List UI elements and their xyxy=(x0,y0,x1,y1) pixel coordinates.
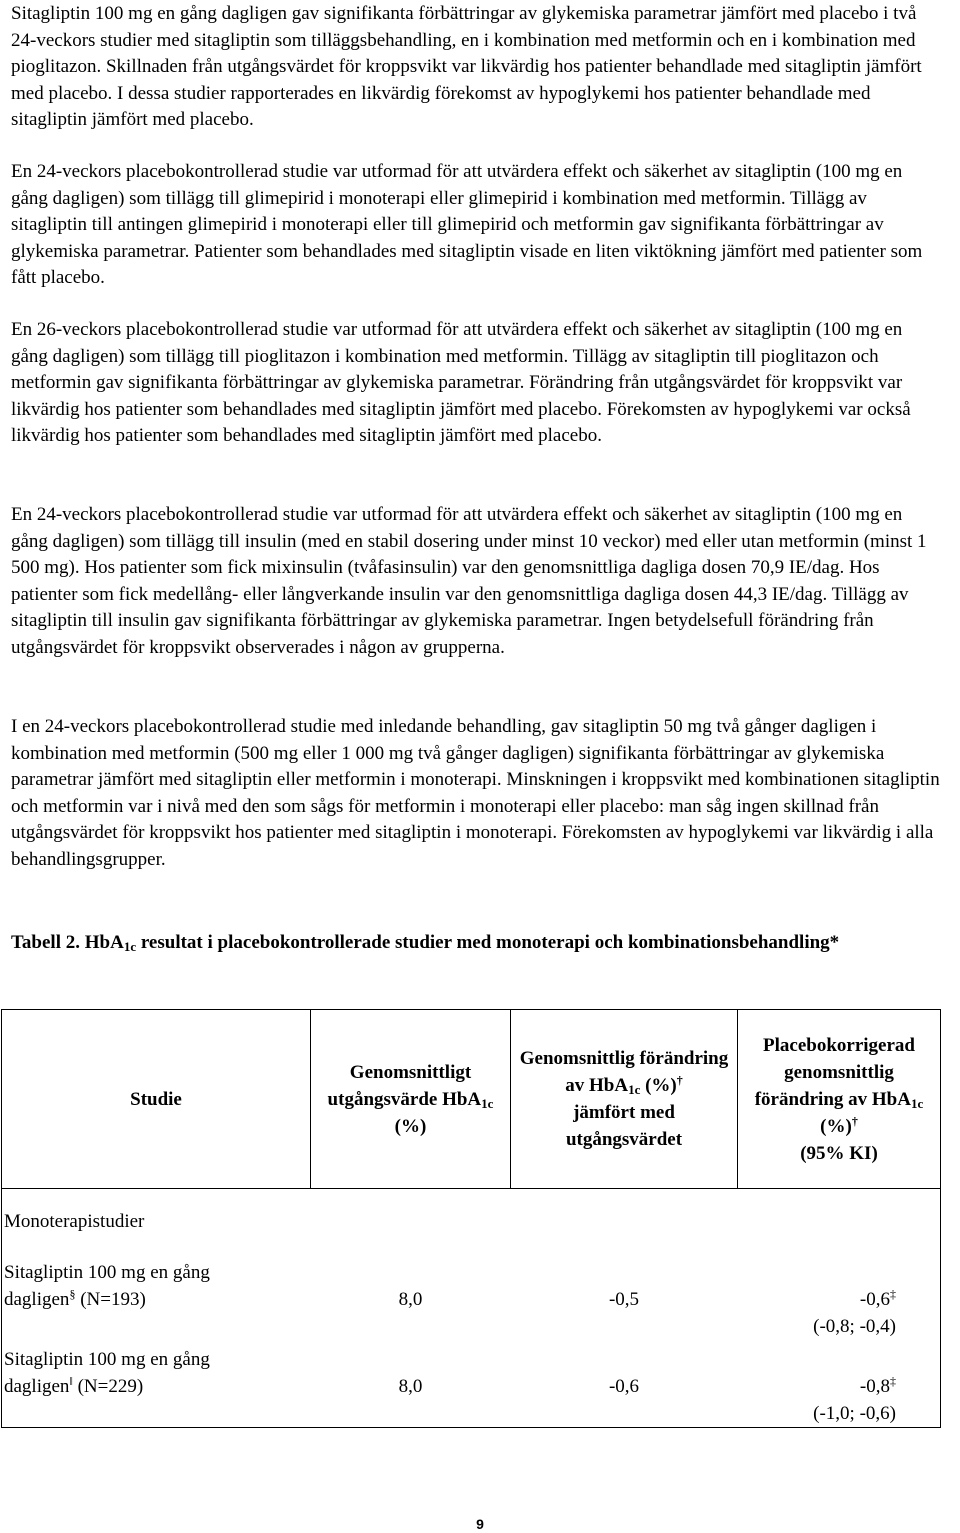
table-caption xyxy=(11,929,839,956)
paragraph-insulin-study: En 24-veckors placebokontrollerad studie var utformad för att utvärdera effekt och säkerhet av sitagliptin (100 mg en gång dagligen) som tillägg till insulin (med en stabil dosering under minst 10 veckor) med eller utan metformin (minst 1 500 mg). Hos patienter som fick mixinsulin (tvåfasinsulin) var den genomsnittliga dagliga dosen 70,9 IE/dag. Hos patienter som fick medellång- eller långverkande insulin var den genomsnittliga dagliga dosen 44,3 IE/dag. Tillägg av sitagliptin till insulin gav signifikanta förbättringar av glykemiska parametrar. Ingen betydelsefull förändring från utgångsvärdet för kroppsvikt observerades i någon av grupperna. xyxy=(11,504,927,658)
row-change: -0,6 xyxy=(511,1340,738,1428)
row-label-line1: Sitagliptin 100 mg en gång xyxy=(4,1262,210,1283)
row-pc-footnote: ‡ xyxy=(890,1287,896,1301)
header-change-tail: jämfört med utgångsvärdet xyxy=(565,1102,683,1150)
row-placebo-corrected xyxy=(738,1340,941,1428)
row-label-line2: dagligen xyxy=(4,1289,70,1310)
header-pc-ci: (95% KI) xyxy=(800,1142,878,1164)
caption-suffix: resultat i placebokontrollerade studier med monoterapi och kombinationsbehandling* xyxy=(136,932,840,953)
header-placebo-corrected xyxy=(738,1010,941,1189)
paragraph-add-on-studies: Sitagliptin 100 mg en gång dagligen gav signifikanta förbättringar av glykemiska parametrar jämfört med placebo i två 24-veckors studier med sitagliptin som tilläggsbehandling, en i kombination med metformin och en i kombination med pioglitazon. Skillnaden från utgångsvärdet för kroppsvikt var likvärdig hos patienter behandlade med sitagliptin jämfört med placebo. I dessa studier rapporterades en likvärdig förekomst av hypoglykemi hos patienter behandlade med sitagliptin jämfört med placebo. xyxy=(11,3,922,131)
paragraph-glimepiride-study: En 24-veckors placebokontrollerad studie var utformad för att utvärdera effekt och säkerhet av sitagliptin (100 mg en gång dagligen) som tillägg till glimepirid i monoterapi eller glimepirid i kombination med metformin. Tillägg av sitagliptin till antingen glimepirid i monoterapi eller till glimepirid och metformin gav signifikanta förbättringar av glykemiska parametrar. Patienter som behandlades med sitagliptin visade en liten viktökning jämfört med patienter som fått placebo. xyxy=(11,161,923,289)
row-pc-ci: (-1,0; -0,6) xyxy=(813,1403,896,1424)
header-change-sub: 1c xyxy=(628,1082,641,1097)
row-study-label xyxy=(2,1340,311,1428)
header-pc-sub: 1c xyxy=(910,1095,924,1111)
row-pc-footnote: ‡ xyxy=(890,1374,896,1388)
row-change: -0,5 xyxy=(608,1289,640,1310)
row-label-line2: dagligen xyxy=(4,1376,70,1397)
row-pc-ci: (-0,8; -0,4) xyxy=(813,1316,896,1337)
section-label: Monoterapistudier xyxy=(4,1210,145,1232)
page-number: 9 xyxy=(476,1516,484,1532)
caption-prefix: Tabell 2. HbA xyxy=(11,932,124,953)
row-baseline: 8,0 xyxy=(311,1340,511,1428)
header-pc-label: Placebokorrigerad genomsnittlig förändring av HbA xyxy=(754,1034,915,1110)
header-change xyxy=(511,1010,738,1189)
header-baseline-sub: 1c xyxy=(481,1095,494,1111)
header-pc-footnote: † xyxy=(851,1113,858,1128)
row-pc-value: -0,8 xyxy=(859,1376,890,1397)
table-header-row xyxy=(2,1010,941,1189)
paragraph-pioglitazone-metformin-study: En 26-veckors placebokontrollerad studie var utformad för att utvärdera effekt och säkerhet av sitagliptin (100 mg en gång dagligen) som tillägg till pioglitazon i kombination med metformin. Tillägg av sitagliptin till pioglitazon och metformin gav signifikanta förbättringar av glykemiska parametrar. Förändring från utgångsvärdet för kroppsvikt var likvärdig hos patienter som behandlades med sitagliptin jämfört med placebo. Förekomsten av hypoglykemi var också likvärdig hos patienter som behandlades med sitagliptin jämfört med placebo. xyxy=(11,319,911,447)
row-label-n: (N=229) xyxy=(72,1376,144,1397)
row-label-line1: Sitagliptin 100 mg en gång xyxy=(4,1349,210,1370)
header-baseline-label: Genomsnittligt utgångsvärde HbA xyxy=(327,1061,482,1110)
header-change-footnote: † xyxy=(676,1073,683,1087)
row-placebo-corrected xyxy=(738,1253,941,1340)
section-monotherapy xyxy=(2,1189,941,1254)
table-row xyxy=(2,1253,941,1340)
hba1c-results-table xyxy=(1,1009,941,1428)
caption-subscript: 1c xyxy=(123,939,137,954)
row-label-footnote: ‖ xyxy=(69,1374,73,1388)
header-baseline xyxy=(311,1010,511,1189)
row-study-label xyxy=(2,1253,311,1340)
header-pc-unit: (%) xyxy=(820,1115,852,1137)
header-change-unit: (%) xyxy=(640,1075,677,1096)
row-label-n: (N=193) xyxy=(75,1289,146,1310)
header-change-label: Genomsnittlig förändring av HbA xyxy=(519,1048,729,1096)
table-row xyxy=(2,1340,941,1428)
header-study xyxy=(2,1010,311,1189)
header-baseline-unit: (%) xyxy=(394,1115,427,1137)
row-baseline: 8,0 xyxy=(398,1289,423,1310)
header-study-label: Studie xyxy=(130,1088,182,1110)
row-pc-value: -0,6 xyxy=(859,1289,890,1310)
paragraph-initial-therapy-study: I en 24-veckors placebokontrollerad studie med inledande behandling, gav sitagliptin 50 mg två gånger dagligen i kombination med metformin (500 mg eller 1 000 mg två gånger dagligen) signifikanta förbättringar av glykemiska parametrar jämfört med sitagliptin eller metformin i monoterapi. Minskningen i kroppsvikt med kombinationen sitagliptin och metformin var i nivå med den som sågs för metformin i monoterapi eller placebo: man såg ingen skillnad från utgångsvärdet för kroppsvikt hos patienter med sitagliptin i monoterapi. Förekomsten av hypoglykemi var likvärdig i alla behandlingsgrupper. xyxy=(11,716,940,870)
row-label-footnote: § xyxy=(69,1287,76,1301)
section-row xyxy=(2,1189,941,1254)
